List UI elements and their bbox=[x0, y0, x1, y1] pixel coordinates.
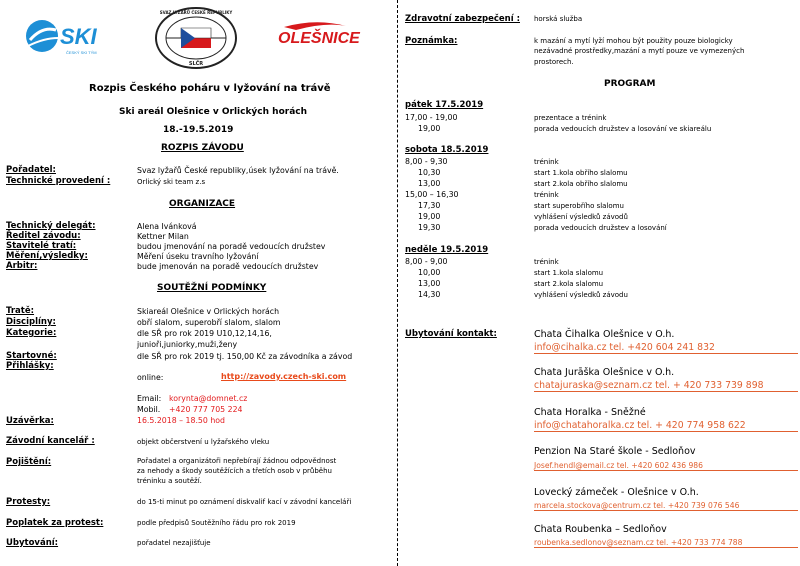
online-label: online: bbox=[137, 373, 164, 382]
seal-text: SVAZ LYŽAŘŮ ČESKÉ REPUBLIKY bbox=[159, 10, 233, 15]
kategorie-label: Kategorie: bbox=[6, 328, 57, 338]
org-value-2: Kettner Milan bbox=[137, 232, 189, 241]
section-soutezni-podminky: SOUTĚŽNÍ PODMÍNKY bbox=[157, 283, 267, 293]
poznamka-value-3: prostorech. bbox=[534, 58, 574, 66]
pojisteni-value-3: tréninku a soutěží. bbox=[137, 477, 202, 485]
org-label-4: Měření,výsledky: bbox=[6, 251, 88, 261]
discipliny-label: Disciplíny: bbox=[6, 317, 56, 327]
org-value-4: Měření úseku travního lyžování bbox=[137, 252, 259, 261]
prihlasky-label: Přihlášky: bbox=[6, 361, 54, 371]
olesnice-logo bbox=[276, 18, 384, 48]
program-day-saturday: sobota 18.5.2019 bbox=[405, 145, 489, 155]
program-time: 8,00 - 9,30 bbox=[405, 157, 448, 166]
email-label: Email: bbox=[137, 394, 162, 403]
poplatek-value: podle předpisů Soutěžního řádu pro rok 2019 bbox=[137, 519, 296, 527]
accommodation-name-1: Chata Čihalka Olešnice v O.h. bbox=[534, 329, 675, 340]
org-label-5: Arbitr: bbox=[6, 261, 38, 271]
program-time: 10,00 bbox=[418, 268, 441, 277]
section-rozpis-zavodu: ROZPIS ZÁVODU bbox=[161, 143, 244, 153]
accommodation-contact-5[interactable]: marcela.stockova@centrum.cz tel. +420 739 076 546 bbox=[534, 501, 798, 511]
technicke-provedeni-value: Orlický ski team z.s bbox=[137, 178, 206, 186]
org-label-2: Ředitel závodu: bbox=[6, 231, 81, 241]
venue-line: Ski areál Olešnice v Orlických horách bbox=[119, 107, 308, 117]
poznamka-value-2: nezávadné prostředky,mazání a mytí pouze ve vymezených bbox=[534, 47, 745, 55]
program-time: 17,00 - 19,00 bbox=[405, 113, 458, 122]
program-item: vyhlášení výsledků závodů bbox=[534, 213, 628, 221]
program-item: vyhlášení výsledků závodu bbox=[534, 291, 628, 299]
poradatel-value: Svaz lyžařů České republiky,úsek lyžování na trávě. bbox=[137, 166, 339, 175]
accommodation-name-2: Chata Jurāška Olešnice v O.h. bbox=[534, 367, 675, 378]
ubytovani-value: pořadatel nezajišťuje bbox=[137, 539, 211, 547]
kategorie-value-1: dle SŘ pro rok 2019 U10,12,14,16, bbox=[137, 329, 272, 338]
poradatel-label: Pořadatel: bbox=[6, 165, 56, 175]
program-item: start 1.kola obřího slalomu bbox=[534, 169, 628, 177]
program-title: PROGRAM bbox=[604, 79, 656, 89]
org-value-3: budou jmenování na poradě vedoucích družstev bbox=[137, 242, 326, 251]
ski-logo-text: SKI bbox=[60, 24, 97, 49]
uzaverka-value: 16.5.2018 – 18.50 hod bbox=[137, 416, 225, 425]
section-organizace: ORGANIZACE bbox=[169, 199, 236, 209]
accommodation-name-5: Lovecký zámeček - Olešnice v O.h. bbox=[534, 487, 699, 498]
zdravotni-label: Zdravotní zabezpečení : bbox=[405, 14, 520, 24]
poplatek-label: Poplatek za protest: bbox=[6, 518, 104, 528]
poznamka-label: Poznámka: bbox=[405, 36, 458, 46]
pojisteni-value-1: Pořadatel a organizátoři nepřebírají žádnou odpovědnost bbox=[137, 457, 337, 465]
poznamka-value-1: k mazání a mytí lyží mohou být použity pouze biologicky bbox=[534, 37, 733, 45]
program-time: 19,30 bbox=[418, 223, 441, 232]
mobil-value: +420 777 705 224 bbox=[169, 405, 243, 414]
program-time: 13,00 bbox=[418, 279, 441, 288]
mobil-label: Mobil. bbox=[137, 405, 161, 414]
accommodation-contact-1[interactable]: info@cihalka.cz tel. +420 604 241 832 bbox=[534, 342, 798, 354]
program-item: prezentace a trénink bbox=[534, 114, 607, 122]
program-item: start 1.kola slalomu bbox=[534, 269, 604, 277]
accommodation-name-4: Penzion Na Staré škole - Sedloňov bbox=[534, 446, 696, 457]
org-value-1: Alena Ivánková bbox=[137, 222, 197, 231]
accommodation-name-6: Chata Roubenka – Sedloňov bbox=[534, 524, 667, 535]
kategorie-value-2: junioři,juniorky,muži,ženy bbox=[137, 340, 238, 349]
ubytovani-label: Ubytování: bbox=[6, 538, 59, 548]
program-time: 19,00 bbox=[418, 124, 441, 133]
online-registration-link[interactable]: http://zavody.czech-ski.com bbox=[221, 372, 347, 381]
program-item: start superobřího slalomu bbox=[534, 202, 624, 210]
org-label-3: Stavitelé tratí: bbox=[6, 241, 77, 251]
startovne-value: dle SŘ pro rok 2019 tj. 150,00 Kč za závodníka a závod bbox=[137, 352, 353, 361]
program-item: trénink bbox=[534, 191, 559, 199]
ubytovani-kontakt-label: Ubytování kontakt: bbox=[405, 329, 497, 339]
program-item: trénink bbox=[534, 158, 559, 166]
accommodation-contact-6[interactable]: roubenka.sedlonov@seznam.cz tel. +420 733 774 788 bbox=[534, 538, 798, 548]
document-title: Rozpis Českého poháru v lyžování na trávě bbox=[89, 83, 331, 94]
program-time: 10,30 bbox=[418, 168, 441, 177]
olesnice-logo-text: OLEŠNICE bbox=[278, 30, 360, 47]
dates-line: 18.-19.5.2019 bbox=[163, 125, 234, 135]
accommodation-name-3: Chata Horalka - Sněžné bbox=[534, 407, 646, 418]
seal-bottom-text: SLČR bbox=[188, 61, 204, 67]
program-item: porada vedoucích družstev a losování bbox=[534, 224, 667, 232]
org-label-1: Technický delegát: bbox=[6, 221, 96, 231]
kancelar-label: Závodní kancelář : bbox=[6, 436, 95, 446]
program-time: 17,30 bbox=[418, 201, 441, 210]
pojisteni-label: Pojištění: bbox=[6, 457, 52, 467]
trate-value: Skiareál Olešnice v Orlických horách bbox=[137, 307, 280, 316]
program-item: start 2.kola slalomu bbox=[534, 280, 604, 288]
protesty-value: do 15-ti minut po oznámení diskvalif kací v závodní kanceláři bbox=[137, 498, 352, 506]
program-time: 14,30 bbox=[418, 290, 441, 299]
pojisteni-value-2: za nehody a škody soutěžících a třetích osob v průběhu bbox=[137, 467, 332, 475]
org-value-5: bude jmenován na poradě vedoucích družstev bbox=[137, 262, 319, 271]
accommodation-contact-4[interactable]: Josef.hendl@email.cz tel. +420 602 436 986 bbox=[534, 461, 798, 471]
program-time: 15,00 – 16,30 bbox=[405, 190, 459, 199]
protesty-label: Protesty: bbox=[6, 497, 51, 507]
program-item: trénink bbox=[534, 258, 559, 266]
ski-logo bbox=[22, 16, 114, 58]
program-time: 13,00 bbox=[418, 179, 441, 188]
program-time: 19,00 bbox=[418, 212, 441, 221]
ski-logo-subtext: ČESKÝ SKI TÝM bbox=[66, 50, 97, 55]
kancelar-value: objekt občerstvení u lyžařského vleku bbox=[137, 438, 270, 446]
trate-label: Tratě: bbox=[6, 306, 35, 316]
uzaverka-label: Uzávěrka: bbox=[6, 416, 54, 426]
accommodation-contact-3[interactable]: info@chatahoralka.cz tel. + 420 774 958 622 bbox=[534, 420, 798, 432]
email-link[interactable]: korynta@domnet.cz bbox=[169, 394, 248, 403]
program-item: start 2.kola obřího slalomu bbox=[534, 180, 628, 188]
program-item: porada vedoucích družstev a losování ve skiareálu bbox=[534, 125, 712, 133]
accommodation-contact-2[interactable]: chatajuraska@seznam.cz tel. + 420 733 739 898 bbox=[534, 380, 798, 392]
column-divider bbox=[397, 0, 398, 566]
slcr-seal-logo bbox=[153, 6, 239, 70]
zdravotni-value: horská služba bbox=[534, 15, 583, 23]
program-day-sunday: neděle 19.5.2019 bbox=[405, 245, 489, 255]
startovne-label: Startovné: bbox=[6, 351, 57, 361]
discipliny-value: obří slalom, superobří slalom, slalom bbox=[137, 318, 281, 327]
technicke-provedeni-label: Technické provedení : bbox=[6, 176, 111, 186]
program-day-friday: pátek 17.5.2019 bbox=[405, 100, 484, 110]
program-time: 8,00 - 9,00 bbox=[405, 257, 448, 266]
